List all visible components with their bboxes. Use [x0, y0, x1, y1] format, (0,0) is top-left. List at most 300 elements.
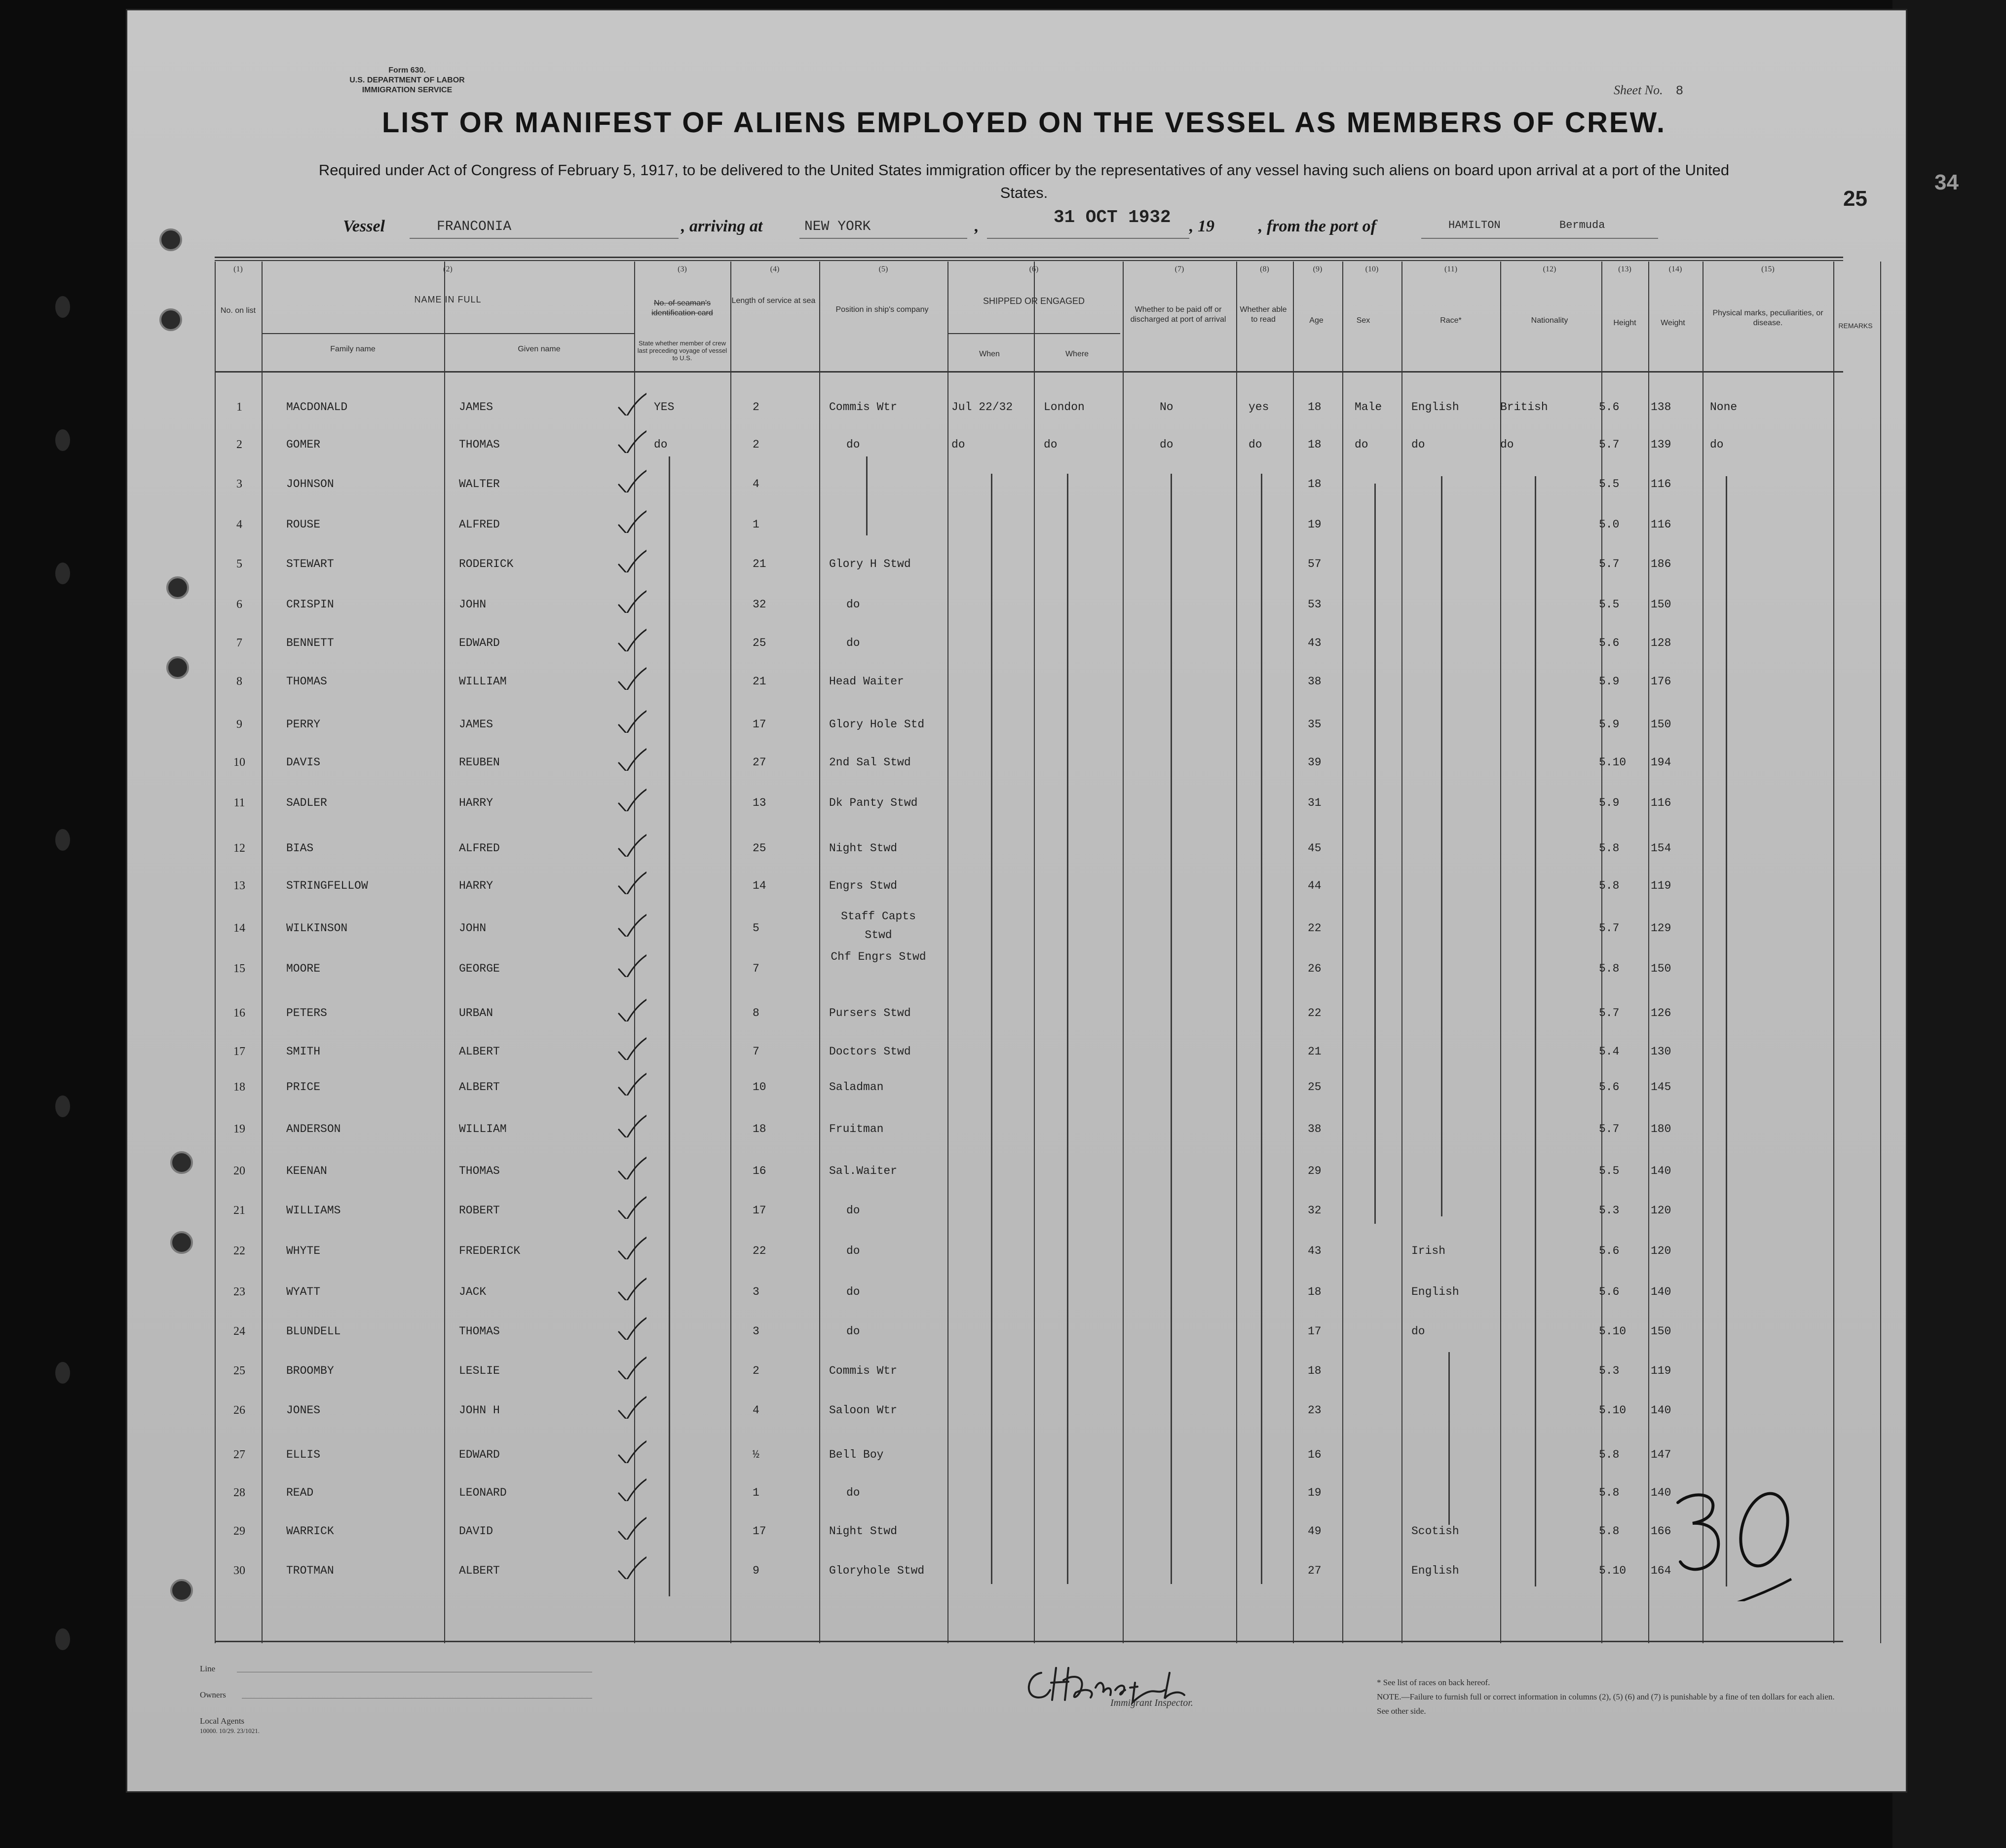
row-number: 9	[236, 718, 242, 731]
binder-hole	[170, 1231, 193, 1254]
inspector-label: Immigrant Inspector.	[1110, 1697, 1193, 1708]
row-number: 24	[233, 1325, 245, 1338]
cell-age: 22	[1308, 922, 1322, 935]
column-number: (5)	[878, 265, 888, 273]
cell-age: 18	[1308, 478, 1322, 490]
cell-family-name: SMITH	[286, 1045, 321, 1058]
service-name: IMMIGRATION SERVICE	[362, 86, 453, 94]
cell-weight: 116	[1651, 796, 1671, 809]
ditto-line-position	[866, 456, 868, 535]
cell-race: Irish	[1411, 1245, 1446, 1257]
cell-given-name: THOMAS	[459, 1165, 500, 1177]
check-mark	[617, 468, 646, 492]
cell-length-of-service: 4	[753, 478, 759, 490]
cell-weight: 150	[1651, 962, 1671, 975]
cell-engaged-when: Jul 22/32	[951, 401, 1013, 414]
cell-family-name: ROUSE	[286, 518, 321, 531]
cell-height: 5.7	[1599, 438, 1620, 451]
ditto-line-where	[1067, 474, 1068, 1584]
check-mark	[617, 746, 646, 771]
row-number: 23	[233, 1285, 245, 1298]
cell-family-name: JONES	[286, 1404, 321, 1417]
footer-race-note: * See list of races on back hereof.	[1377, 1678, 1490, 1687]
arrival-date-stamp: 31 OCT 1932	[1054, 207, 1171, 227]
vessel-name: FRANCONIA	[437, 219, 512, 234]
check-mark	[617, 627, 646, 651]
cell-sex: do	[1355, 438, 1368, 451]
cell-height: 5.4	[1599, 1045, 1620, 1058]
cell-family-name: DAVIS	[286, 756, 321, 769]
check-mark	[617, 391, 646, 415]
cell-given-name: REUBEN	[459, 756, 500, 769]
row-number: 11	[233, 796, 245, 809]
header-able-to-read: Whether able to read	[1240, 305, 1287, 324]
row-number: 26	[233, 1404, 245, 1417]
ditto-line-paid	[1171, 474, 1172, 1584]
cell-race: Scotish	[1411, 1525, 1459, 1538]
check-mark	[617, 1438, 646, 1463]
cell-able-to-read: do	[1249, 438, 1262, 451]
cell-height: 5.10	[1599, 756, 1627, 769]
cell-position: Engrs Stwd	[829, 879, 898, 892]
check-mark	[617, 1476, 646, 1501]
cell-height: 5.7	[1599, 922, 1620, 935]
cell-position: do	[846, 438, 860, 451]
row-number: 8	[236, 675, 242, 688]
row-number: 5	[236, 558, 242, 570]
cell-position: Head Waiter	[829, 675, 904, 688]
header-shipped-or-engaged: SHIPPED OR ENGAGED	[983, 296, 1085, 306]
check-mark	[617, 787, 646, 811]
check-mark	[617, 1113, 646, 1137]
cell-height: 5.8	[1599, 1525, 1620, 1538]
cell-position: do	[846, 1325, 860, 1338]
vessel-label: Vessel	[343, 217, 385, 235]
column-rule	[1342, 262, 1343, 1643]
row-number: 10	[233, 756, 245, 769]
cell-age: 22	[1308, 1007, 1322, 1019]
cell-height: 5.5	[1599, 478, 1620, 490]
cell-age: 18	[1308, 438, 1322, 451]
cell-position: Night Stwd	[829, 842, 898, 855]
form-identifier	[308, 66, 506, 95]
header-name-in-full: NAME IN FULL	[414, 295, 482, 304]
manifest-sheet	[126, 9, 1907, 1793]
column-number: (15)	[1761, 265, 1775, 273]
cell-given-name: RODERICK	[459, 558, 514, 570]
binder-hole	[166, 576, 189, 599]
arriving-label: , arriving at	[681, 217, 763, 235]
cell-family-name: ANDERSON	[286, 1123, 341, 1135]
cell-age: 18	[1308, 1364, 1322, 1377]
cell-physical-marks: None	[1710, 401, 1738, 414]
cell-family-name: BENNETT	[286, 637, 334, 649]
cell-height: 5.10	[1599, 1325, 1627, 1338]
column-rule	[947, 262, 948, 1643]
row-number: 6	[236, 598, 242, 611]
cell-family-name: READ	[286, 1486, 314, 1499]
cell-weight: 126	[1651, 1007, 1671, 1019]
cell-given-name: ALBERT	[459, 1081, 500, 1094]
cell-given-name: URBAN	[459, 1007, 493, 1019]
cell-position: Bell Boy	[829, 1448, 884, 1461]
cell-previous-voyage: do	[654, 438, 668, 451]
row-number: 30	[233, 1564, 245, 1577]
binder-hole-edge	[55, 1628, 70, 1650]
binder-hole-edge	[55, 429, 70, 451]
row-number: 13	[233, 879, 245, 892]
cell-race: English	[1411, 401, 1459, 414]
binder-hole-edge	[55, 563, 70, 584]
header-height: Height	[1613, 319, 1636, 327]
cell-age: 17	[1308, 1325, 1322, 1338]
cell-family-name: PETERS	[286, 1007, 327, 1019]
date-underline	[987, 238, 1189, 239]
check-mark	[617, 997, 646, 1021]
cell-nationality: British	[1500, 401, 1548, 414]
ditto-line-read	[1261, 474, 1262, 1584]
cell-age: 44	[1308, 879, 1322, 892]
cell-age: 23	[1308, 1404, 1322, 1417]
cell-weight: 116	[1651, 478, 1671, 490]
cell-family-name: TROTMAN	[286, 1564, 334, 1577]
cell-weight: 140	[1651, 1404, 1671, 1417]
row-number: 15	[233, 962, 245, 975]
header-remarks: REMARKS	[1838, 322, 1873, 330]
column-number: (4)	[770, 265, 780, 273]
cell-age: 57	[1308, 558, 1322, 570]
ditto-line-when	[991, 474, 992, 1584]
cell-position: do	[846, 598, 860, 611]
cell-position: Sal.Waiter	[829, 1165, 898, 1177]
cell-physical-marks: do	[1710, 438, 1724, 451]
cell-length-of-service: 16	[753, 1165, 766, 1177]
cell-age: 25	[1308, 1081, 1322, 1094]
column-number: (11)	[1444, 265, 1458, 273]
cell-age: 18	[1308, 401, 1322, 414]
cell-height: 5.7	[1599, 558, 1620, 570]
header-previous-voyage: State whether member of crew last preceding voyage of vessel to U.S.	[637, 339, 727, 362]
ditto-line-previous-voyage	[669, 456, 670, 1596]
column-number: (6)	[1029, 265, 1039, 273]
cell-paid-off: No	[1160, 401, 1173, 414]
binder-hole	[159, 308, 182, 331]
cell-given-name: ALBERT	[459, 1045, 500, 1058]
cell-length-of-service: 17	[753, 1525, 766, 1538]
cell-length-of-service: 5	[753, 922, 759, 935]
header-no-on-list: No. on list	[220, 306, 256, 315]
cell-position: do	[846, 1204, 860, 1217]
cell-given-name: ROBERT	[459, 1204, 500, 1217]
cell-age: 19	[1308, 1486, 1322, 1499]
column-rule	[819, 262, 820, 1643]
cell-length-of-service: 7	[753, 962, 759, 975]
cell-race: do	[1411, 1325, 1425, 1338]
cell-length-of-service: 17	[753, 718, 766, 731]
sheet-number-label: Sheet No.	[1614, 83, 1663, 97]
row-number: 18	[233, 1081, 245, 1094]
cell-age: 35	[1308, 718, 1322, 731]
cell-age: 53	[1308, 598, 1322, 611]
column-number: (3)	[678, 265, 687, 273]
cell-race: English	[1411, 1564, 1459, 1577]
cell-height: 5.10	[1599, 1564, 1627, 1577]
row-number: 28	[233, 1486, 245, 1499]
row-number: 7	[236, 637, 242, 649]
port-underline	[1421, 238, 1658, 239]
cell-height: 5.8	[1599, 842, 1620, 855]
check-mark	[617, 1235, 646, 1259]
arrival-port: NEW YORK	[804, 219, 871, 234]
cell-age: 29	[1308, 1165, 1322, 1177]
cell-position: Gloryhole Stwd	[829, 1564, 925, 1577]
cell-position: Night Stwd	[829, 1525, 898, 1538]
cell-position: Saloon Wtr	[829, 1404, 898, 1417]
cell-age: 19	[1308, 518, 1322, 531]
cell-given-name: LESLIE	[459, 1364, 500, 1377]
cell-height: 5.9	[1599, 796, 1620, 809]
cell-age: 38	[1308, 675, 1322, 688]
cell-age: 26	[1308, 962, 1322, 975]
cell-length-of-service: 3	[753, 1325, 759, 1338]
cell-height: 5.8	[1599, 879, 1620, 892]
cell-family-name: MACDONALD	[286, 401, 348, 414]
cell-weight: 140	[1651, 1165, 1671, 1177]
cell-weight: 147	[1651, 1448, 1671, 1461]
cell-given-name: THOMAS	[459, 1325, 500, 1338]
cell-weight: 128	[1651, 637, 1671, 649]
edge-page-number: 34	[1934, 170, 1959, 194]
row-number: 21	[233, 1204, 245, 1217]
cell-engaged-where: London	[1044, 401, 1085, 414]
column-number: (1)	[233, 265, 243, 273]
cell-position: Pursers Stwd	[829, 1007, 911, 1019]
cell-given-name: DAVID	[459, 1525, 493, 1538]
cell-weight: 176	[1651, 675, 1671, 688]
check-mark	[617, 869, 646, 894]
cell-given-name: JAMES	[459, 401, 493, 414]
cell-height: 5.9	[1599, 675, 1620, 688]
cell-length-of-service: 10	[753, 1081, 766, 1094]
cell-family-name: BROOMBY	[286, 1364, 334, 1377]
row-number: 2	[236, 438, 242, 451]
cell-given-name: HARRY	[459, 879, 493, 892]
department-name: U.S. DEPARTMENT OF LABOR	[349, 76, 465, 84]
cell-length-of-service: 13	[753, 796, 766, 809]
column-number: (12)	[1543, 265, 1556, 273]
header-position: Position in ship's company	[835, 305, 929, 314]
check-mark	[617, 1276, 646, 1300]
cell-given-name: WILLIAM	[459, 1123, 507, 1135]
cell-length-of-service: 17	[753, 1204, 766, 1217]
cell-age: 32	[1308, 1204, 1322, 1217]
cell-age: 31	[1308, 796, 1322, 809]
binder-hole-edge	[55, 829, 70, 851]
check-mark	[617, 708, 646, 733]
binder-hole	[159, 228, 182, 251]
cell-given-name: JOHN	[459, 598, 487, 611]
cell-family-name: JOHNSON	[286, 478, 334, 490]
table-header-rule	[215, 371, 1843, 373]
cell-weight: 120	[1651, 1204, 1671, 1217]
column-rule	[1293, 262, 1294, 1643]
cell-family-name: WILLIAMS	[286, 1204, 341, 1217]
header-where: Where	[1065, 350, 1089, 358]
cell-race: English	[1411, 1285, 1459, 1298]
year-label: , 19	[1189, 217, 1214, 235]
binder-hole	[170, 1579, 193, 1602]
cell-height: 5.6	[1599, 637, 1620, 649]
table-bottom-rule	[215, 1641, 1843, 1642]
cell-given-name: JAMES	[459, 718, 493, 731]
page-edge	[1892, 0, 2006, 1848]
page-number: 25	[1843, 187, 1867, 211]
cell-weight: 119	[1651, 1364, 1671, 1377]
column-rule	[1401, 262, 1402, 1643]
column-number: (2)	[443, 265, 453, 273]
cell-given-name: HARRY	[459, 796, 493, 809]
cell-position: do	[846, 1486, 860, 1499]
cell-weight: 116	[1651, 518, 1671, 531]
column-number: (13)	[1618, 265, 1631, 273]
cell-age: 16	[1308, 1448, 1322, 1461]
check-mark	[617, 588, 646, 613]
column-rule	[444, 262, 445, 1643]
cell-weight: 150	[1651, 598, 1671, 611]
row-number: 25	[233, 1364, 245, 1377]
cell-height: 5.6	[1599, 1285, 1620, 1298]
check-mark	[617, 1355, 646, 1379]
cell-weight: 194	[1651, 756, 1671, 769]
cell-length-of-service: 14	[753, 879, 766, 892]
cell-position: do	[846, 1285, 860, 1298]
cell-length-of-service: ½	[753, 1448, 759, 1461]
cell-family-name: WHYTE	[286, 1245, 321, 1257]
table-top-rule	[215, 257, 1843, 258]
cell-age: 27	[1308, 1564, 1322, 1577]
sheet-number-value: 8	[1675, 83, 1684, 98]
cell-height: 5.3	[1599, 1204, 1620, 1217]
check-mark	[617, 1315, 646, 1340]
cell-family-name: GOMER	[286, 438, 321, 451]
cell-engaged-where: do	[1044, 438, 1058, 451]
header-paid-off: Whether to be paid off or discharged at port of arrival	[1130, 305, 1226, 324]
cell-age: 43	[1308, 637, 1322, 649]
cell-family-name: WYATT	[286, 1285, 321, 1298]
cell-family-name: SADLER	[286, 796, 327, 809]
cell-height: 5.3	[1599, 1364, 1620, 1377]
column-rule	[1500, 262, 1501, 1643]
cell-height: 5.8	[1599, 1448, 1620, 1461]
cell-length-of-service: 22	[753, 1245, 766, 1257]
cell-weight: 150	[1651, 1325, 1671, 1338]
cell-position: Glory H Stwd	[829, 558, 911, 570]
cell-given-name: EDWARD	[459, 1448, 500, 1461]
form-number: Form 630.	[388, 66, 426, 75]
name-subheader-rule	[262, 333, 634, 334]
cell-engaged-when: do	[951, 438, 965, 451]
cell-given-name: ALBERT	[459, 1564, 500, 1577]
header-nationality: Nationality	[1531, 316, 1568, 325]
check-mark	[617, 665, 646, 690]
row-number: 12	[233, 842, 245, 855]
ditto-line-race	[1441, 476, 1442, 1216]
cell-given-name: EDWARD	[459, 637, 500, 649]
column-rule	[1601, 262, 1602, 1643]
cell-weight: 186	[1651, 558, 1671, 570]
column-number: (8)	[1260, 265, 1269, 273]
binder-hole	[166, 656, 189, 679]
cell-given-name: JACK	[459, 1285, 487, 1298]
header-given-name: Given name	[518, 345, 561, 353]
cell-weight: 164	[1651, 1564, 1671, 1577]
header-physical-marks: Physical marks, peculiarities, or disease.	[1712, 309, 1823, 327]
cell-weight: 140	[1651, 1486, 1671, 1499]
column-rule	[1648, 262, 1649, 1643]
column-rule	[1034, 262, 1035, 1643]
binder-hole	[170, 1151, 193, 1174]
cell-height: 5.6	[1599, 401, 1620, 414]
table-top-rule-2	[215, 260, 1843, 261]
cell-position: Staff Capts Stwd	[841, 910, 916, 942]
footer-print-code: 10000. 10/29. 23/1021.	[200, 1727, 260, 1735]
cell-family-name: THOMAS	[286, 675, 327, 688]
check-mark	[617, 1071, 646, 1095]
row-number: 22	[233, 1245, 245, 1257]
cell-nationality: do	[1500, 438, 1514, 451]
cell-height: 5.6	[1599, 1081, 1620, 1094]
check-mark	[617, 1194, 646, 1219]
cell-family-name: MOORE	[286, 962, 321, 975]
cell-weight: 120	[1651, 1245, 1671, 1257]
cell-weight: 139	[1651, 438, 1671, 451]
cell-paid-off: do	[1160, 438, 1173, 451]
cell-length-of-service: 18	[753, 1123, 766, 1135]
cell-age: 39	[1308, 756, 1322, 769]
cell-length-of-service: 7	[753, 1045, 759, 1058]
cell-length-of-service: 2	[753, 401, 759, 414]
cell-family-name: ELLIS	[286, 1448, 321, 1461]
document-subtitle: Required under Act of Congress of February 5, 1917, to be delivered to the United States immigration officer by the representatives of any vessel having such aliens on board upon arrival at a port of the United States.	[318, 161, 1730, 201]
cell-position: Commis Wtr	[829, 1364, 898, 1377]
check-mark	[617, 428, 646, 453]
footer-line-label: Line	[200, 1664, 216, 1673]
departure-port: HAMILTON	[1448, 219, 1501, 231]
check-mark	[617, 548, 646, 572]
cell-length-of-service: 32	[753, 598, 766, 611]
cell-age: 43	[1308, 1245, 1322, 1257]
check-mark	[617, 1554, 646, 1579]
cell-given-name: ALFRED	[459, 518, 500, 531]
footer-notes	[1377, 1675, 1836, 1718]
cell-age: 18	[1308, 1285, 1322, 1298]
cell-height: 5.5	[1599, 1165, 1620, 1177]
cell-family-name: WARRICK	[286, 1525, 334, 1538]
cell-family-name: STRINGFELLOW	[286, 879, 368, 892]
cell-height: 5.7	[1599, 1007, 1620, 1019]
column-rule	[1236, 262, 1237, 1643]
ditto-line-race-lower	[1448, 1352, 1450, 1525]
footer-agents-label: Local Agents	[200, 1716, 245, 1726]
cell-given-name: THOMAS	[459, 438, 500, 451]
column-rule	[730, 262, 731, 1643]
column-rule	[262, 262, 263, 1643]
vessel-underline	[410, 238, 679, 239]
binder-hole-edge	[55, 1362, 70, 1384]
header-weight: Weight	[1661, 319, 1685, 327]
cell-position: Chf Engrs Stwd	[831, 950, 926, 963]
check-mark	[617, 1515, 646, 1540]
